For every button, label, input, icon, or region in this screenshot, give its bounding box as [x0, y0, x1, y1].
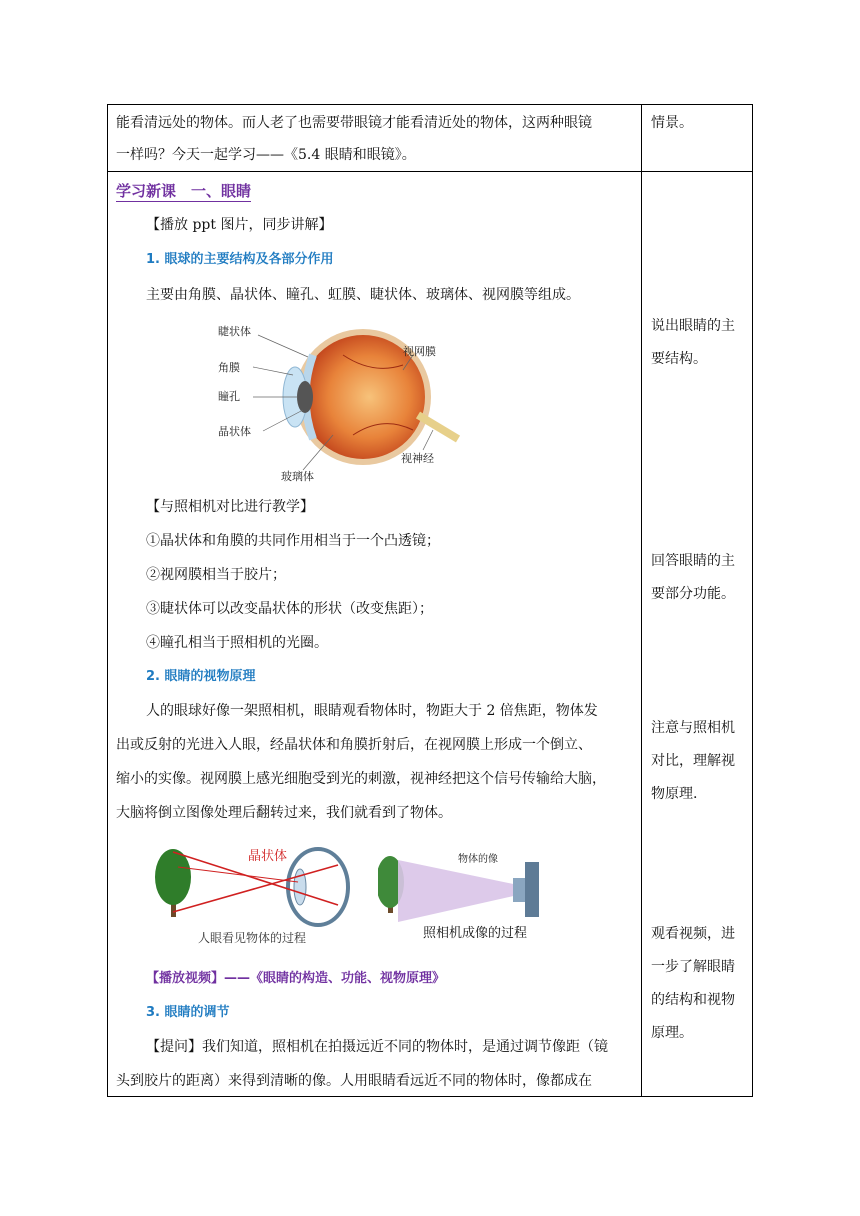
label-vitreous: 玻璃体 — [281, 470, 314, 483]
column-divider — [641, 105, 642, 1096]
intro-line-1: 能看清远处的物体。而人老了也需要带眼镜才能看清近处的物体，这两种眼镜 — [116, 115, 592, 131]
question-line-2: 头到胶片的距离）来得到清晰的像。人用眼睛看远近不同的物体时，像都成在 — [116, 1073, 592, 1089]
side-note-line: 一步了解眼睛 — [651, 959, 735, 975]
side-note-line: 观看视频，进 — [651, 926, 735, 942]
label-lens: 晶状体 — [218, 425, 251, 438]
video-note: 【播放视频】——《眼睛的构造、功能、视物原理》 — [146, 971, 446, 986]
vision-line-2: 出或反射的光进入人眼，经晶状体和角膜折射后，在视网膜上形成一个倒立、 — [116, 737, 592, 753]
label-lens-figure: 晶状体 — [248, 849, 288, 864]
lesson-table — [107, 104, 753, 1097]
eye-diagram — [213, 315, 473, 490]
vision-line-3: 缩小的实像。视网膜上感光细胞受到光的刺激，视神经把这个信号传输给大脑， — [116, 771, 606, 787]
camera-figure — [378, 850, 578, 950]
eye-vision-figure — [148, 837, 358, 947]
label-retina: 视网膜 — [403, 345, 436, 358]
structure-text: 主要由角膜、晶状体、瞳孔、虹膜、睫状体、玻璃体、视网膜等组成。 — [146, 287, 580, 303]
label-image: 物体的像 — [458, 854, 498, 865]
side-note-structure — [651, 310, 735, 376]
side-note-line: 说出眼睛的主 — [651, 318, 735, 334]
vision-line-1: 人的眼球好像一架照相机，眼睛观看物体时，物距大于 2 倍焦距，物体发 — [146, 703, 598, 719]
subheading-vision: 2. 眼睛的视物原理 — [146, 669, 256, 684]
label-ciliary: 睫状体 — [218, 325, 251, 338]
side-note-line: 原理。 — [651, 1025, 693, 1041]
side-note-line: 要部分功能。 — [651, 586, 735, 602]
side-note-function — [651, 545, 735, 611]
side-note-line: 的结构和视物 — [651, 992, 735, 1008]
vision-line-4: 大脑将倒立图像处理后翻转过来，我们就看到了物体。 — [116, 805, 452, 821]
item-2: ②视网膜相当于胶片； — [146, 567, 286, 583]
side-note-line: 对比，理解视 — [651, 753, 735, 769]
subheading-adjust: 3. 眼睛的调节 — [146, 1005, 230, 1020]
compare-note: 【与照相机对比进行教学】 — [146, 499, 314, 515]
question-line-1: 【提问】我们知道，照相机在拍摄远近不同的物体时，是通过调节像距（镜 — [146, 1039, 608, 1055]
item-3: ③睫状体可以改变晶状体的形状（改变焦距）； — [146, 601, 433, 617]
intro-line-2: 一样吗？今天一起学习——《5.4 眼睛和眼镜》。 — [116, 147, 416, 163]
label-optic-nerve: 视神经 — [401, 452, 434, 465]
side-note-video — [651, 918, 735, 1050]
side-note-line: 注意与照相机 — [651, 720, 735, 736]
side-note-line: 要结构。 — [651, 351, 707, 367]
section-heading: 学习新课 一、眼睛 — [116, 182, 252, 200]
caption-eye-process: 人眼看见物体的过程 — [198, 931, 307, 945]
item-1: ①晶状体和角膜的共同作用相当于一个凸透镜； — [146, 533, 440, 549]
subheading-structure: 1. 眼球的主要结构及各部分作用 — [146, 252, 334, 267]
row-divider — [108, 171, 752, 172]
label-cornea: 角膜 — [218, 361, 240, 374]
play-ppt-note: 【播放 ppt 图片，同步讲解】 — [146, 217, 333, 233]
side-note-line: 回答眼睛的主 — [651, 553, 735, 569]
intro-side-note: 情景。 — [651, 115, 693, 131]
item-4: ④瞳孔相当于照相机的光圈。 — [146, 635, 328, 651]
side-note-line: 物原理. — [651, 786, 698, 802]
side-note-principle — [651, 712, 735, 811]
caption-camera-process: 照相机成像的过程 — [423, 926, 528, 941]
label-pupil: 瞳孔 — [218, 390, 240, 403]
